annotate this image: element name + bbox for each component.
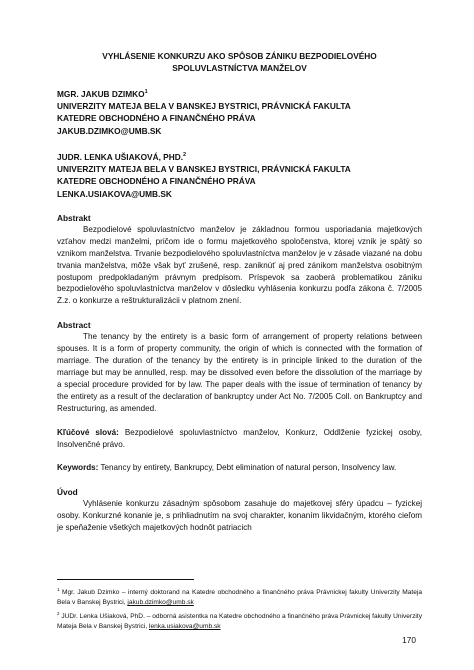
klucove-slova (57, 427, 422, 451)
footnote-2 (57, 609, 422, 632)
keywords-label: Keywords: (57, 463, 99, 473)
author-department: KATEDRE OBCHODNÉHO A FINANČNÉHO PRÁVA (57, 176, 256, 187)
klucove-slova-text: Bezpodielové spoluvlastníctvo manželov, Konkurz, Oddlženie fyzickej osoby, Insolvenčné právo. (57, 427, 422, 449)
author-email[interactable]: LENKA.USIAKOVA@UMB.SK (57, 188, 172, 199)
abstract-heading: Abstract (57, 320, 91, 331)
keywords (57, 462, 422, 474)
keywords-text: Tenancy by entirety, Bankrupcy, Debt elimination of natural person, Insolvency law. (98, 463, 397, 473)
footnote-email-link[interactable]: lenka.usiakova@umb.sk (148, 622, 221, 630)
abstrakt-text: Bezpodielové spoluvlastníctvo manželov je základnou formou usporiadania majetkových vzťahov medzi manželmi, pričom ide o formu majetkového spoločenstva, ktorej vznik je spätý so vznikom manželstva. Trvanie bezpodielového spoluvlastníctva manželov je v zásade viazané na dobu trvania manželstva, môže však byť zrušené, resp. zaniknúť aj pred zánikom manželstva osobitným postupom predpokladaným právnym predpisom. Príspevok sa zaoberá problematikou zániku bezpodielového spoluvlastníctva manželov v dôsledku vyhlásenia konkurzu podľa zákona č. 7/2005 Z.z. o konkurze a reštrukturalizácii v platnom znení. (57, 224, 422, 306)
author-name: MGR. JAKUB DZIMKO$^1$ (57, 88, 148, 99)
author-department: KATEDRE OBCHODNÉHO A FINANČNÉHO PRÁVA (57, 113, 256, 124)
paper-title: VYHLÁSENIE KONKURZU AKO SPÔSOB ZÁNIKU BEZPODIELOVÉHO SPOLUVLASTNÍCTVA MANŽELOV (102, 51, 377, 73)
author-block-2 (57, 149, 422, 200)
footnote-text: JUDr. Lenka Ušiaková, PhD. – odborná asistentka na Katedre obchodného a finančného práva Právnickej fakulty Univerzity Mateja Bela v Banskej Bystrici, (57, 612, 423, 630)
uvod-heading: Úvod (57, 487, 78, 498)
author-email[interactable]: JAKUB.DZIMKO@UMB.SK (57, 125, 162, 136)
author-name: JUDR. LENKA UŠIAKOVÁ, PHD.$^2$ (57, 151, 187, 162)
footnote-mark: 2 (57, 610, 60, 616)
page-number: 170 (402, 635, 416, 645)
abstrakt-heading: Abstrakt (57, 212, 91, 223)
abstract-text: The tenancy by the entirety is a basic form of arrangement of property relations between spouses. It is a form of property community, the origin of which is connected with the formation of marriage. The duration of the tenancy by the entirety is in principle linked to the duration of the marriage but may be annulled, resp. may be dissolved even before the dissolution of the marriage by a special procedure provided for by law. The paper deals with the issue of termination of tenancy by the entirety as a result of the declaration of bankruptcy under Act No. 7/2005 Coll. on Bankruptcy and Restructuring, as amended. (57, 332, 422, 413)
footnote-ref[interactable]: 2 (183, 151, 187, 158)
author-affiliation: UNIVERZITY MATEJA BELA V BANSKEJ BYSTRICI, PRÁVNICKÁ FAKULTA (57, 164, 351, 175)
footnotes (57, 585, 422, 633)
author-block-1 (57, 86, 422, 137)
footnote-ref[interactable]: 1 (144, 89, 148, 95)
footnote-1 (57, 585, 422, 608)
footnote-email-link[interactable]: jakub.dzimko@umb.sk (127, 598, 194, 606)
footnote-divider (57, 579, 194, 580)
klucove-slova-label: Kľúčové slová: (57, 427, 119, 437)
footnote-text: Mgr. Jakub Dzimko – interný doktorand na Katedre obchodného a finančného práva Právnickej fakulty Univerzity Mateja Bela v Banskej Bystrici, (57, 589, 422, 606)
uvod-text: Vyhlásenie konkurzu zásadným spôsobom zasahuje do majetkovej sféry úpadcu – fyzickej osoby. Konkurzné konanie je, s prihliadnutím na svoj charakter, konaním likvidačným, ktorého cieľom je speňaženie všetkých majetkových hodnôt patriacich (57, 499, 422, 533)
footnote-mark: 1 (57, 587, 60, 592)
author-affiliation: UNIVERZITY MATEJA BELA V BANSKEJ BYSTRICI, PRÁVNICKÁ FAKULTA (57, 101, 351, 112)
